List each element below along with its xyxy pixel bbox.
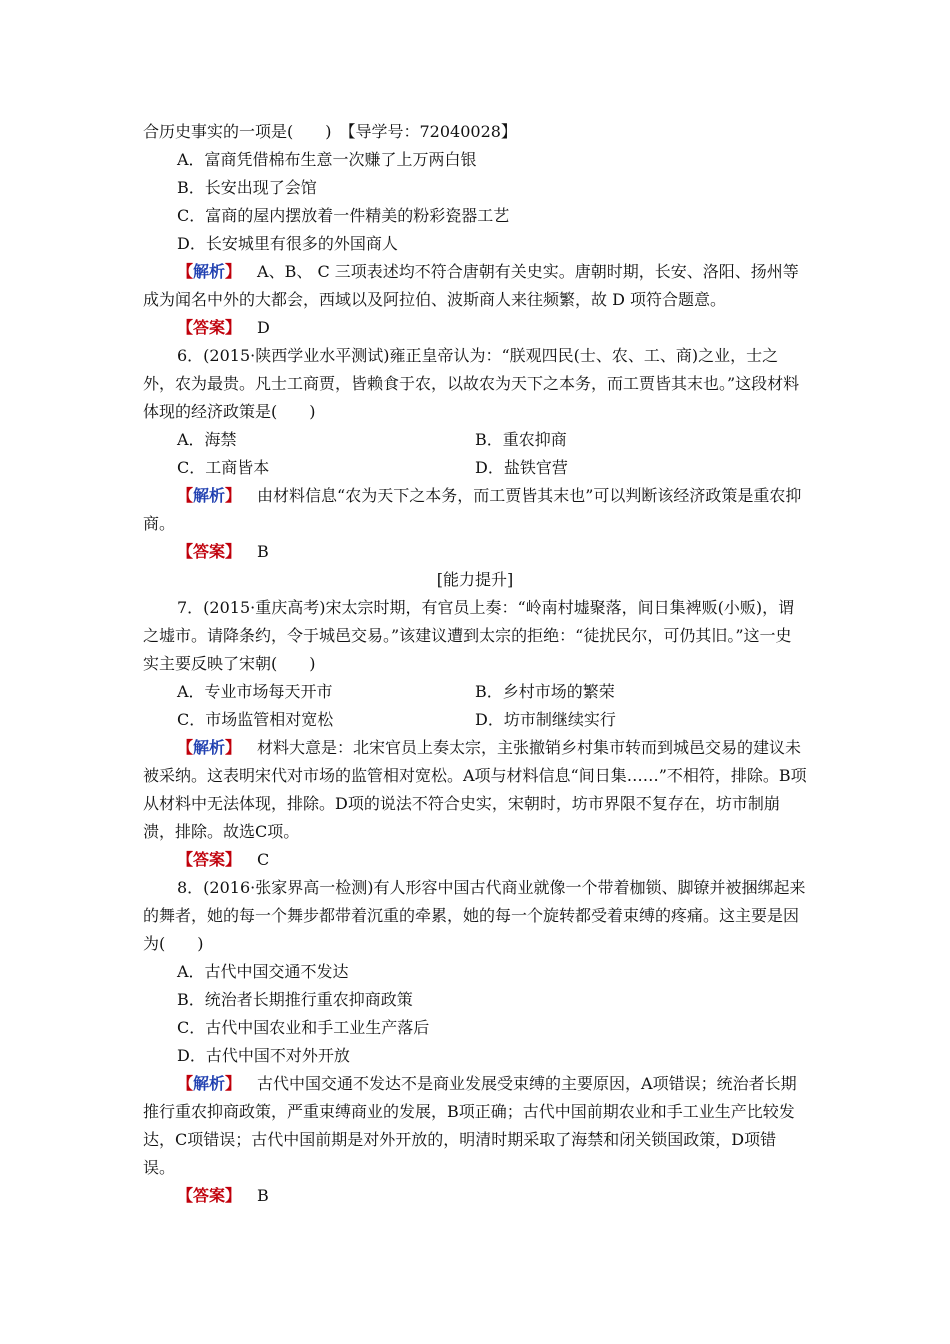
q6-analysis-text: 由材料信息“农为天下之本务，而工贾皆其末也”可以判断该经济政策是重农抑商。 bbox=[143, 486, 802, 533]
analysis-tag: 【解析】 bbox=[177, 738, 242, 757]
q5-stem: 合历史事实的一项是( ) 【导学号：72040028】 bbox=[143, 122, 517, 141]
q5-option-d: D．长安城里有很多的外国商人 bbox=[177, 234, 398, 253]
q6-answer bbox=[143, 538, 807, 566]
q5-analysis bbox=[143, 258, 807, 314]
q7-options-row-1 bbox=[143, 678, 807, 706]
q6-analysis bbox=[143, 482, 807, 538]
q8-option-c: C．古代中国农业和手工业生产落后 bbox=[177, 1018, 430, 1037]
q5-analysis-text: A、B、 C 三项表述均不符合唐朝有关史实。唐朝时期，长安、洛阳、扬州等成为闻名中外的大都会，西域以及阿拉伯、波斯商人来往频繁，故 D 项符合题意。 bbox=[143, 262, 799, 309]
q6-option-a: A．海禁 bbox=[177, 430, 237, 449]
q7-option-d: D．坊市制继续实行 bbox=[475, 710, 616, 729]
q5-option-c: C．富商的屋内摆放着一件精美的粉彩瓷器工艺 bbox=[177, 206, 510, 225]
q7-option-c: C．市场监管相对宽松 bbox=[177, 710, 334, 729]
section-title: [能力提升] bbox=[436, 570, 514, 589]
analysis-tag: 【解析】 bbox=[177, 262, 242, 281]
answer-tag: 【答案】 bbox=[177, 542, 242, 561]
q8-answer bbox=[143, 1182, 807, 1210]
q8-analysis-text: 古代中国交通不发达不是商业发展受束缚的主要原因，A项错误；统治者长期推行重农抑商政策，严重束缚商业的发展，B项正确；古代中国前期农业和手工业生产比较发达，C项错误；古代中国前期是对外开放的，明清时期采取了海禁和闭关锁国政策，D项错误。 bbox=[143, 1074, 797, 1177]
q8-option-d: D．古代中国不对外开放 bbox=[177, 1046, 350, 1065]
q8-analysis bbox=[143, 1070, 807, 1182]
q6-option-d: D．盐铁官营 bbox=[475, 458, 568, 477]
q8-option-b: B．统治者长期推行重农抑商政策 bbox=[177, 990, 413, 1009]
answer-tag: 【答案】 bbox=[177, 1186, 242, 1205]
q6-option-b: B．重农抑商 bbox=[475, 430, 567, 449]
analysis-tag: 【解析】 bbox=[177, 1074, 242, 1093]
document-content bbox=[143, 118, 807, 1210]
q7-analysis bbox=[143, 734, 807, 846]
q6-options-row-1 bbox=[143, 426, 807, 454]
answer-tag: 【答案】 bbox=[177, 850, 242, 869]
q6-option-c: C．工商皆本 bbox=[177, 458, 270, 477]
q6-stem: 6．(2015·陕西学业水平测试)雍正皇帝认为：“朕观四民(士、农、工、商)之业，士之外，农为最贵。凡士工商贾，皆赖食于农，以故农为天下之本务，而工贾皆其末也。”这段材料体现的经济政策是( ) bbox=[143, 346, 800, 421]
answer-tag: 【答案】 bbox=[177, 318, 242, 337]
q6-answer-value: B bbox=[257, 542, 269, 561]
q7-option-a: A．专业市场每天开市 bbox=[177, 682, 333, 701]
q8-stem: 8．(2016·张家界高一检测)有人形容中国古代商业就像一个带着枷锁、脚镣并被捆绑起来的舞者，她的每一个舞步都带着沉重的牵累，她的每一个旋转都受着束缚的疼痛。这主要是因为( ) bbox=[143, 878, 806, 953]
q5-option-a: A．富商凭借棉布生意一次赚了上万两白银 bbox=[177, 150, 477, 169]
q7-option-b: B．乡村市场的繁荣 bbox=[475, 682, 615, 701]
analysis-tag: 【解析】 bbox=[177, 486, 242, 505]
q7-options-row-2 bbox=[143, 706, 807, 734]
q5-answer-value: D bbox=[257, 318, 270, 337]
q5-answer bbox=[143, 314, 807, 342]
q7-answer bbox=[143, 846, 807, 874]
q7-stem: 7．(2015·重庆高考)宋太宗时期，有官员上奏：“岭南村墟聚落，间日集裨贩(小贩)，谓之墟市。请降条约，令于城邑交易。”该建议遭到太宗的拒绝：“徒扰民尔，可仍其旧。”这一史实主要反映了宋朝( ) bbox=[143, 598, 795, 673]
q7-answer-value: C bbox=[257, 850, 270, 869]
q8-option-a: A．古代中国交通不发达 bbox=[177, 962, 349, 981]
q8-answer-value: B bbox=[257, 1186, 269, 1205]
q7-analysis-text: 材料大意是：北宋官员上奏太宗，主张撤销乡村集市转而到城邑交易的建议未被采纳。这表明宋代对市场的监管相对宽松。A项与材料信息“间日集……”不相符，排除。B项从材料中无法体现，排除。D项的说法不符合史实，宋朝时，坊市界限不复存在，坊市制崩溃，排除。故选C项。 bbox=[143, 738, 807, 841]
q5-option-b: B．长安出现了会馆 bbox=[177, 178, 317, 197]
q6-options-row-2 bbox=[143, 454, 807, 482]
